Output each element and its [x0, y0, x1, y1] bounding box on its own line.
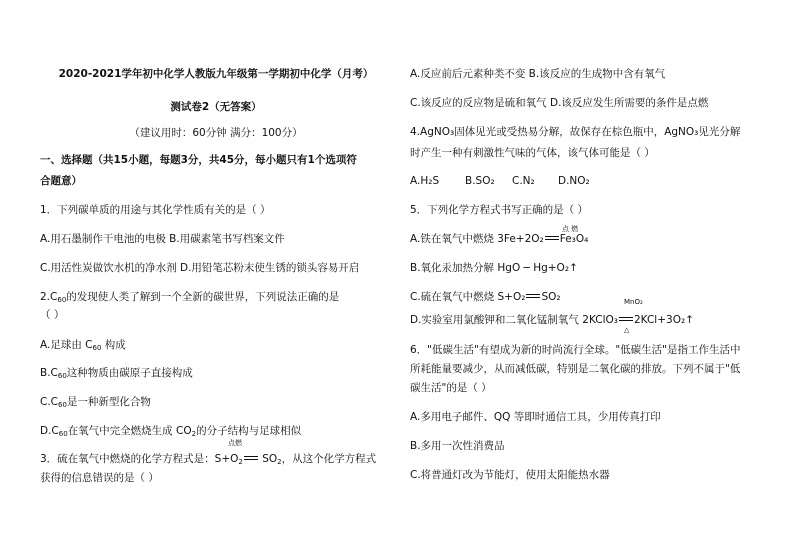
heat-triangle-icon: △ [624, 326, 630, 334]
q5d-catalyst: MnO₂ [624, 298, 643, 306]
question-4-line-2: 时产生一种有刺激性气味的气体，该气体可能是（ ） [410, 147, 655, 159]
question-3-options-cd: C.该反应的反应物是硫和氧气 D.该反应发生所需要的条件是点燃 [410, 97, 709, 109]
q6-option-c: C.将普通灯改为节能灯，使用太阳能热水器 [410, 469, 610, 481]
exam-note: （建议用时：60分钟 满分：100分） [129, 127, 303, 139]
q2d-mid: 在氧气中完全燃烧生成 CO [67, 425, 192, 437]
question-1: 1．下列碳单质的用途与其化学性质有关的是（ ） [40, 204, 271, 216]
reaction-condition-label: 点燃 [228, 439, 242, 447]
q5a-condition: 点 燃 [562, 225, 579, 233]
q5c-post: SO₂ [541, 291, 561, 303]
q2a-sub: 60 [92, 344, 102, 352]
q4-option-b: B.SO₂ [465, 175, 495, 187]
q5-option-d [410, 313, 694, 327]
q5d-text: D.实验室用氯酸钾和二氧化锰制氧气 2KClO₃ [410, 314, 618, 326]
q5a-text: A.铁在氧气中燃烧 3Fe+2O₂ [410, 233, 544, 245]
q6-option-a: A.多用电子邮件、QQ 等即时通信工具，少用传真打印 [410, 411, 661, 423]
question-2-option-c [40, 395, 151, 412]
equals-sign [526, 294, 540, 298]
question-3 [40, 452, 376, 469]
q3-mid: SO [258, 453, 278, 465]
q3-text: 3．硫在氧气中燃烧的化学方程式是：S+O [40, 453, 239, 465]
question-2 [40, 290, 339, 307]
question-1-options-ab: A.用石墨制作干电池的电极 B.用碳素笔书写档案文件 [40, 233, 285, 245]
question-2-option-d [40, 424, 301, 441]
question-6-line-2: 所耗能量要减少，从而减低碳，特别是二氧化碳的排放。下列不属于"低 [410, 363, 741, 375]
q2d-sub: 60 [58, 430, 68, 438]
question-6-line-3: 碳生活"的是（ ） [410, 382, 492, 394]
question-4-line-1: 4.AgNO₃固体见光或受热易分解，故保存在棕色瓶中，AgNO₃见光分解 [410, 126, 741, 138]
q2d-post: 的分子结构与足球相似 [196, 425, 302, 437]
q4-option-d: D.NO₂ [558, 175, 590, 187]
q2c-sub: 60 [58, 401, 67, 409]
q2a-post: 构成 [101, 339, 126, 351]
q2a-text: A.足球由 C [40, 339, 93, 351]
q3-sub: 2 [238, 458, 243, 466]
q2-text: 的发现使人类了解到一个全新的碳世界，下列说法正确的是 [66, 291, 340, 303]
question-3-options-ab: A.反应前后元素种类不变 B.该反应的生成物中含有氧气 [410, 68, 666, 80]
q3-sub2: 2 [277, 458, 282, 466]
q4-option-c: C.N₂ [512, 175, 535, 187]
question-6-line-1: 6．"低碳生活"有望成为新的时尚流行全球。"低碳生活"是指工作生活中 [410, 344, 741, 356]
equals-sign [244, 456, 258, 460]
q2c-post: 是一种新型化合物 [66, 396, 151, 408]
question-3-prompt: 获得的信息错误的是（ ） [40, 472, 159, 484]
q4-option-a: A.H₂S [410, 175, 440, 187]
q2d-text: D.C [40, 425, 59, 437]
title-line-1: 2020-2021学年初中化学人教版九年级第一学期初中化学（月考） [58, 68, 374, 80]
question-2-option-b [40, 366, 193, 383]
q5d-post: 2KCl+3O₂↑ [633, 314, 694, 326]
q5c-text: C.硫在氧气中燃烧 S+O₂ [410, 291, 526, 303]
equals-sign [619, 317, 633, 321]
q2c-text: C.C [40, 396, 59, 408]
question-2-option-a [40, 338, 126, 355]
q2d-sub2: 2 [191, 430, 197, 438]
equals-sign [545, 236, 559, 240]
q2-prefix: 2.C [40, 291, 58, 303]
q3-post: ，从这个化学方程式 [281, 453, 377, 465]
question-1-options-cd: C.用活性炭做饮水机的净水剂 D.用铅笔芯粉末使生锈的锁头容易开启 [40, 262, 360, 274]
q2b-text: B.C [40, 367, 58, 379]
q5-option-b: B.氧化汞加热分解 HgO ─ Hg+O₂↑ [410, 262, 578, 274]
q5-option-c [410, 290, 561, 304]
section-heading-1: 一、选择题（共15小题，每题3分，共45分，每小题只有1个选项符 [40, 154, 357, 166]
q6-option-b: B.多用一次性消费品 [410, 440, 505, 452]
question-5: 5．下列化学方程式书写正确的是（ ） [410, 204, 589, 216]
q5-option-a [410, 232, 588, 246]
question-2-paren: （ ） [40, 309, 65, 321]
q2b-sub: 60 [57, 372, 67, 380]
q2b-post: 这种物质由碳原子直接构成 [66, 367, 193, 379]
q2-subscript: 60 [57, 296, 67, 304]
section-heading-2: 合题意） [40, 175, 82, 187]
q5a-post: Fe₃O₄ [559, 233, 589, 245]
title-line-2: 测试卷2（无答案） [170, 101, 262, 113]
